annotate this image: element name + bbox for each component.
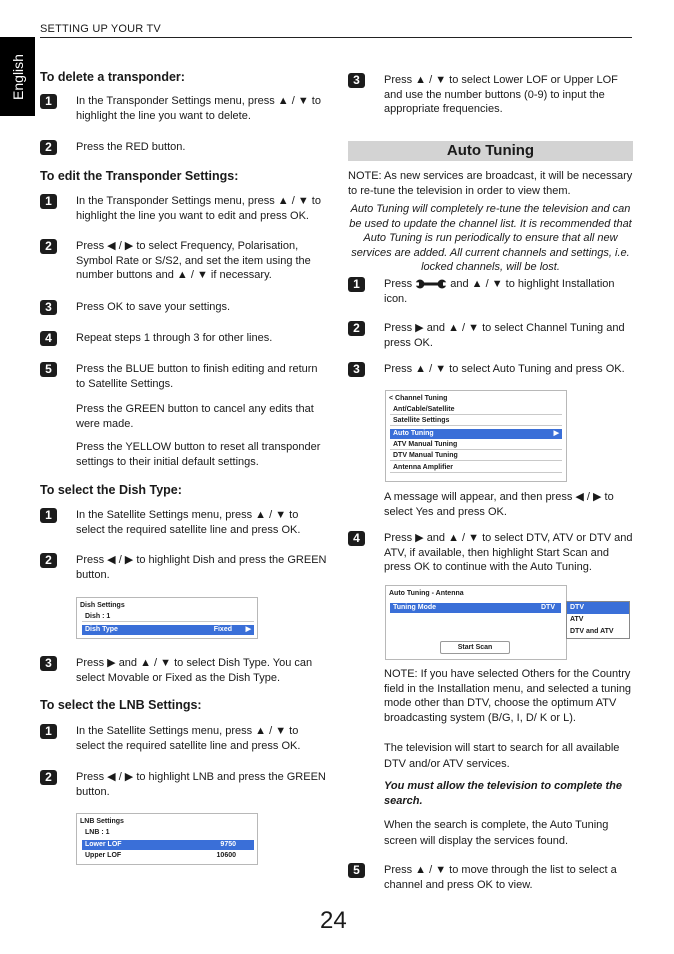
panel-title: < Channel Tuning (389, 395, 448, 402)
step-text: In the Transponder Settings menu, press ▲ / ▼ to highlight the line you want to delete. (76, 95, 321, 122)
header-rule (40, 37, 632, 38)
panel-title: Dish Settings (80, 602, 125, 609)
step-number: 3 (348, 362, 365, 377)
step-text: Press ▲ / ▼ to select Auto Tuning and press OK. (384, 363, 625, 375)
step-number: 5 (40, 362, 57, 377)
row-label: Upper LOF (85, 852, 122, 859)
menu-item-label: Antenna Amplifier (393, 464, 454, 471)
step-text: Press ◀ / ▶ to select Frequency, Polarisation, Symbol Rate or S/S2, and set the item using the number buttons and ▲ / ▼ if necessary. (76, 240, 311, 281)
step-text (384, 277, 634, 306)
step-number: 2 (348, 321, 365, 336)
step-text: Press ▲ / ▼ to select Lower LOF or Upper LOF and use the number buttons (0-9) to input the appropriate frequencies. (384, 74, 618, 115)
heading-edit-transponder: To edit the Transponder Settings: (40, 169, 239, 183)
step-text: In the Satellite Settings menu, press ▲ / ▼ to select the required satellite line and press OK. (76, 509, 301, 536)
step-text: Press ▶ and ▲ / ▼ to select DTV, ATV or DTV and ATV, if available, then highlight Start Scan and press OK to continue with the Auto Tuning. (384, 532, 633, 573)
dish-number-row (82, 612, 254, 622)
row-label: LNB : 1 (85, 829, 110, 836)
heading-delete-transponder: To delete a transponder: (40, 70, 185, 84)
step-number: 2 (40, 553, 57, 568)
tuning-mode-dropdown (566, 601, 630, 639)
language-tab (0, 37, 35, 116)
row-label: Lower LOF (85, 841, 122, 848)
row-label: Dish Type (85, 626, 118, 633)
option-dtv-and-atv[interactable]: DTV and ATV (570, 628, 614, 635)
step-number: 2 (40, 239, 57, 254)
menu-item-atv-manual-tuning[interactable] (390, 440, 562, 450)
step-number: 4 (348, 531, 365, 546)
menu-item-label: DTV Manual Tuning (393, 452, 458, 459)
menu-item-label: Ant/Cable/Satellite (393, 406, 455, 413)
step-text: Press ▲ / ▼ to move through the list to select a channel and press OK to view. (384, 864, 617, 891)
language-tab-label: English (9, 53, 26, 100)
lnb-number-row (82, 828, 254, 838)
option-dtv[interactable]: DTV (567, 602, 629, 614)
heading-dish-type: To select the Dish Type: (40, 483, 182, 497)
step-text: Press the BLUE button to finish editing and return to Satellite Settings. (76, 363, 318, 390)
menu-item-ant-cable-satellite[interactable] (390, 405, 562, 415)
arrow-right-icon: ▶ (553, 430, 559, 437)
tuning-mode-row[interactable] (390, 603, 561, 613)
menu-item-satellite-settings[interactable] (390, 416, 562, 426)
step-number: 2 (40, 140, 57, 155)
step-number: 1 (40, 724, 57, 739)
note-retune: NOTE: As new services are broadcast, it will be necessary to re-tune the television in order to view them. (348, 170, 633, 197)
step-text: In the Transponder Settings menu, press ▲ / ▼ to highlight the line you want to edit and press OK. (76, 195, 321, 222)
step-number: 3 (40, 300, 57, 315)
row-value: 10600 (216, 852, 236, 859)
section-header: SETTING UP YOUR TV (40, 23, 161, 35)
step-text: Press ▶ and ▲ / ▼ to select Dish Type. You can select Movable or Fixed as the Dish Type. (76, 657, 313, 684)
menu-item-dtv-manual-tuning[interactable] (390, 451, 562, 461)
menu-item-antenna-amplifier[interactable] (390, 463, 562, 473)
upper-lof-row[interactable] (82, 851, 254, 861)
step-number: 1 (40, 508, 57, 523)
menu-item-label: ATV Manual Tuning (393, 441, 458, 448)
channel-tuning-panel (385, 390, 567, 482)
step-text: Press ◀ / ▶ to highlight LNB and press the GREEN button. (76, 771, 326, 798)
lower-lof-row[interactable] (82, 840, 254, 850)
row-value: DTV (541, 604, 555, 611)
panel-title: Auto Tuning - Antenna (389, 590, 464, 597)
note-others-country: NOTE: If you have selected Others for the Country field in the Installation menu, and selected a tuning mode other than DTV, choose the optimum ATV broadcasting system (B/G, I, D/ K or L). (384, 668, 632, 724)
auto-tuning-title: Auto Tuning (348, 141, 633, 161)
dish-settings-panel (76, 597, 258, 639)
step-text-post: and ▲ / ▼ to highlight Installation icon. (384, 278, 615, 305)
row-value: Fixed (213, 626, 232, 633)
row-value: 9750 (220, 841, 236, 848)
row-label: Dish : 1 (85, 613, 111, 620)
auto-tuning-warning: Auto Tuning will completely re-tune the television and can be used to update the channel list. It is recommended that Auto Tuning is run periodically to ensure that all new services are added. All current channels and settings, i.e. locked channels, will be lost. (349, 203, 632, 273)
step-number: 1 (40, 94, 57, 109)
step-text: Press the RED button. (76, 141, 186, 153)
step-text: Repeat steps 1 through 3 for other lines. (76, 332, 273, 344)
message-note: A message will appear, and then press ◀ / ▶ to select Yes and press OK. (384, 491, 614, 518)
step-text: Press ◀ / ▶ to highlight Dish and press the GREEN button. (76, 554, 327, 581)
row-label: Tuning Mode (393, 604, 437, 611)
step-text: Press ▶ and ▲ / ▼ to select Channel Tuning and press OK. (384, 322, 625, 349)
step-text: In the Satellite Settings menu, press ▲ / ▼ to select the required satellite line and press OK. (76, 725, 301, 752)
step-number: 4 (40, 331, 57, 346)
step-number: 2 (40, 770, 57, 785)
auto-tuning-antenna-panel (385, 585, 567, 660)
step-text-pre: Press (384, 278, 413, 290)
option-atv[interactable]: ATV (570, 616, 584, 623)
search-complete-text: When the search is complete, the Auto Tuning screen will display the services found. (384, 819, 609, 847)
menu-item-label: Satellite Settings (393, 417, 450, 424)
panel-title: LNB Settings (80, 818, 124, 825)
menu-item-auto-tuning[interactable] (390, 429, 562, 439)
start-scan-button[interactable]: Start Scan (440, 641, 510, 654)
page-number: 24 (320, 907, 347, 934)
dish-type-row[interactable] (82, 625, 254, 635)
green-button-note: Press the GREEN button to cancel any edits that were made. (76, 403, 314, 430)
must-allow-warning: You must allow the television to complete the search. (384, 780, 622, 807)
step-text: Press OK to save your settings. (76, 301, 231, 313)
heading-lnb-settings: To select the LNB Settings: (40, 698, 202, 712)
step-number: 1 (40, 194, 57, 209)
step-number: 3 (348, 73, 365, 88)
step-number: 3 (40, 656, 57, 671)
setup-wrench-icon (415, 279, 447, 289)
search-start-text: The television will start to search for all available DTV and/or ATV services. (384, 742, 620, 770)
lnb-settings-panel (76, 813, 258, 865)
yellow-button-note: Press the YELLOW button to reset all transponder settings to their initial default settings. (76, 441, 321, 468)
step-number: 5 (348, 863, 365, 878)
step-number: 1 (348, 277, 365, 292)
menu-item-label: Auto Tuning (393, 430, 434, 437)
arrow-right-icon: ▶ (245, 626, 251, 633)
